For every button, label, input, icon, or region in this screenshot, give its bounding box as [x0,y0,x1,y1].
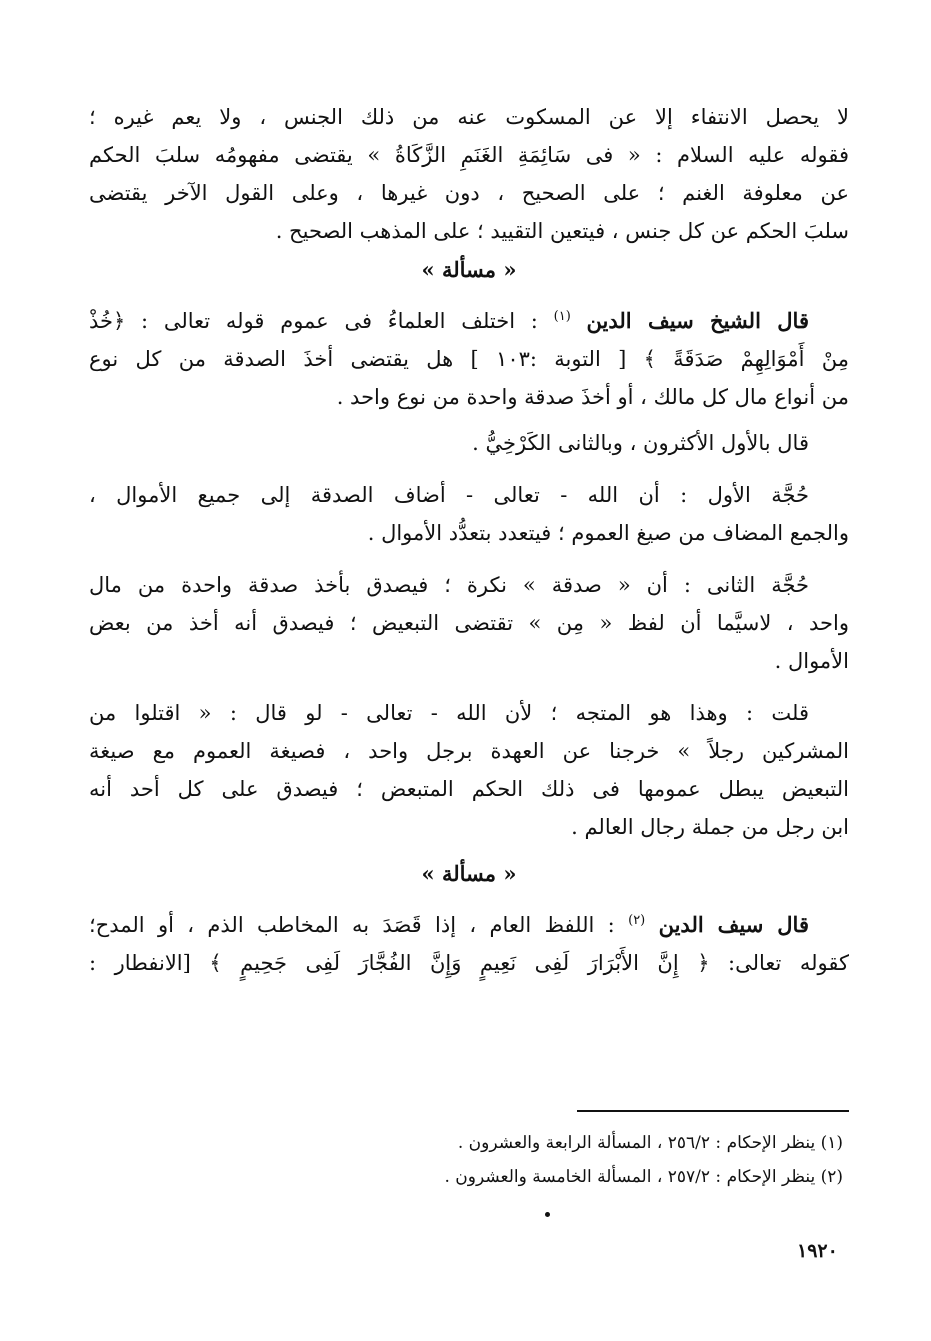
text-line: من أنواع مال كل مالك ، أو أخذَ صدقة واحدة من نوع واحد . [336,385,849,409]
text-line: مِنْ أَمْوَالِهِمْ صَدَقَةً ﴾ [ التوبة :١٠٣ ] هل يقتضى أخذَ الصدقة من كل نوع [89,347,849,371]
paragraph-1 [89,98,849,250]
text-line: حُجَّة الأول : أن الله - تعالى - أضاف الصدقة إلى جميع الأموال ، [89,483,809,507]
text-run: : اللفظ العام ، إذا قَصَدَ به المخاطب الذم ، أو المدح؛ [89,913,629,937]
footnote: (٢) ينظر الإحكام : ٢٥٧/٢ ، المسألة الخامسة والعشرون . [444,1167,843,1187]
text-line: قلت : وهذا هو المتجه ؛ لأن الله - تعالى - لو قال : « اقتلوا من [89,701,809,725]
paragraph-7 [89,906,849,982]
text-line: عن معلوفة الغنم ؛ على الصحيح ، دون غيرها ، وعلى القول الآخر يقتضى [89,181,849,205]
text-line: ابن رجل من جملة رجال العالم . [571,815,849,839]
paragraph-4 [89,476,849,552]
text-line: كقوله تعالى: ﴿ إِنَّ الأَبْرَارَ لَفِى نَعِيمٍ وَإِنَّ الفُجَّارَ لَفِى جَحِيمٍ ﴾ [الانفطار : [89,951,849,975]
text-line: الأموال . [774,649,849,673]
footnote-ref: (٢) [628,913,646,928]
text-line: سلبَ الحكم عن كل جنس ، فيتعين التقييد ؛ على المذهب الصحيح . [275,219,849,243]
footnote: (١) ينظر الإحكام : ٢٥٦/٢ ، المسألة الرابعة والعشرون . [457,1133,843,1153]
paragraph-6 [89,694,849,846]
speaker-name: قال سيف الدين [658,912,809,937]
text-line: واحد ، لاسيَّما أن لفظ « مِن » تقتضى التبعيض ؛ فيصدق أنه أخذ من بعض [89,611,849,635]
paragraph-2 [89,302,849,416]
text-line: والجمع المضاف من صيغ العموم ؛ فيتعدد بتعدُّد الأموال . [367,521,849,545]
footnote-separator [577,1110,849,1112]
text-line [89,302,849,340]
text-line: لا يحصل الانتفاء إلا عن المسكوت عنه من ذلك الجنس ، ولا يعم غيره ؛ [89,105,849,129]
text-line [89,906,849,944]
footnote-ref: (١) [553,309,571,324]
paragraph-5 [89,566,849,680]
section-heading: « مسألة » [421,861,517,886]
text-line: التبعيض يبطل عمومها فى ذلك الحكم المتبعض ؛ فيصدق على كل أحد أنه [89,777,849,801]
page-dot-mark [545,1212,550,1217]
speaker-name: قال الشيخ سيف الدين [586,308,809,333]
text-line: فقوله عليه السلام : « فى سَائِمَةِ الغَنَمِ الزَّكَاةُ » يقتضى مفهومُه سلبَ الحكم [89,143,849,167]
text-run: : اختلف العلماءُ فى عموم قوله تعالى : ﴿خُذْ [89,309,554,333]
text-line: قال بالأول الأكثرون ، وبالثانى الكَرْخِيُّ . [472,431,809,455]
footnotes [243,1126,843,1194]
text-line: المشركين رجلاً » خرجنا عن العهدة برجل واحد ، فصيغة العموم مع صيغة [89,739,849,763]
section-heading: « مسألة » [421,257,517,282]
page-number: ١٩٢٠ [797,1240,838,1262]
text-line: حُجَّة الثانى : أن « صدقة » نكرة ؛ فيصدق بأخذ صدقة واحدة من مال [89,573,809,597]
paragraph-3 [89,424,849,462]
main-text [89,98,849,982]
